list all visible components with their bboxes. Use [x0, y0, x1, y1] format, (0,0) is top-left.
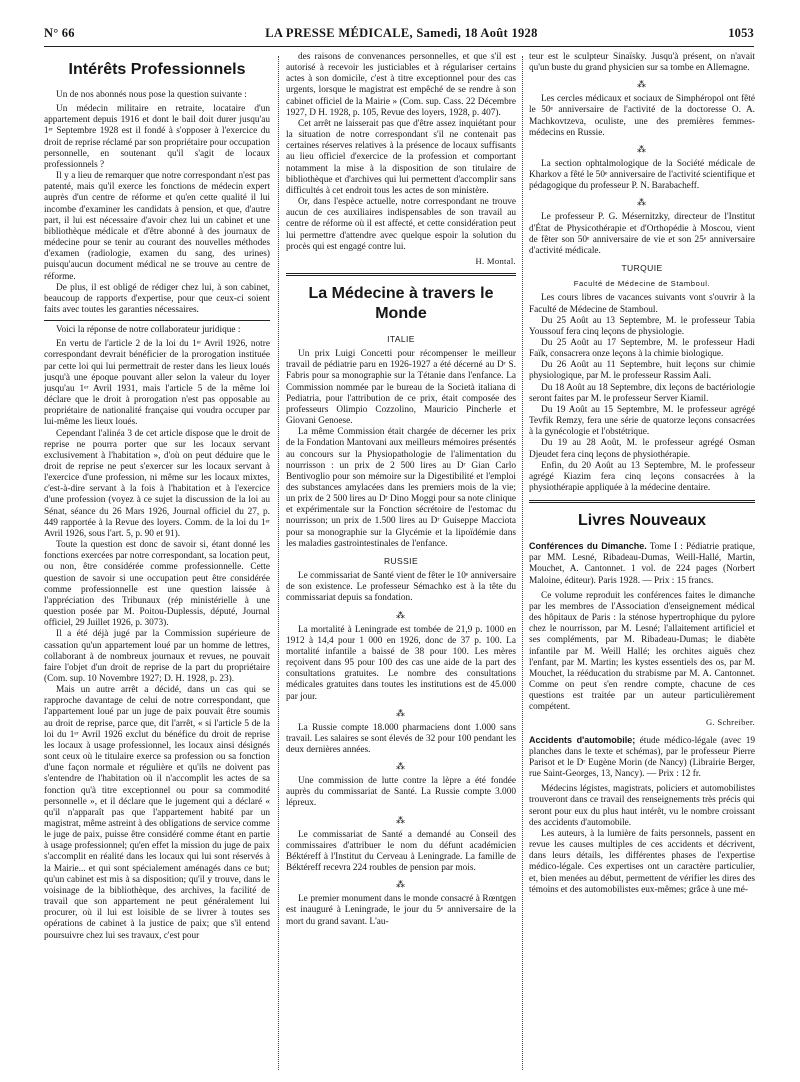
news-item: La mortalité à Leningrade est tombée de 21,9 p. 1000 en 1912 à 14,4 pour 1 000 en 1926, donc de 37 p. 100. La mortalité infantile a baissé de 38 pour 100. Les mères reçoivent dans 95 pour 100 des cas une aide de la part des consultations gratuites. Le nombre des consultations médicales gratuites dans toutes les institutions est de 45.000 par jour. — [286, 624, 516, 702]
news-paragraph: La même Commission était chargée de décerner les prix de la Fondation Mantovani aux meilleurs mémoires présentés au concours sur la Physiopathologie de l'alimentation du nourrisson : un prix de 2 500 lires au Dʳ Gian Carlo Bentivoglio pour son mémoire sur la Digestibilité et l'emploi des substances amylacées dans les premiers mois de la vie; un prix de 2 500 lires au Dʳ Dino Moggi pour sa note clinique et expérimentale sur la Fonction sécrétoire de l'estomac du nourrisson; un prix de 1.500 lires au Dʳ Guiseppe Macciota pour sa monographie sur la Glycémie et la lipoïdémie dans les maladies gastrointestinales de l'enfance. — [286, 427, 516, 549]
article-paragraph: Or, dans l'espèce actuelle, notre correspondant ne trouve aucun de ces auxiliaires indispensables de son travail au centre de réforme où il est affecté, et cette considération peut lui permettre d'attendre avec quelque espoir la solution du procès qui est engagé contre lui. — [286, 197, 516, 252]
column-divider — [278, 56, 279, 1070]
faculty-heading: Faculté de Médecine de Stamboul. — [573, 279, 711, 289]
section-title-medecine-monde: La Médecine à travers le Monde — [308, 284, 494, 322]
course-paragraph: Du 19 au 28 Août, M. le professeur agrégé Osman Djeudet fera cinq leçons de physiothérapie. — [529, 438, 755, 460]
page-header — [44, 26, 754, 46]
question-intro: Un de nos abonnés nous pose la question suivante : — [56, 90, 247, 100]
book-title: Conférences du Dimanche. — [529, 541, 647, 552]
answer-paragraph: Mais un autre arrêt a décidé, dans un cas qui se rapproche davantage de celui de notre correspondant, que l'appartement loué par un juge de paix pouvait être soumis au droit de reprise, parce que, dit l'arrêt, « si l'article 5 de la loi du 1ᵉʳ Avril 1926 exclut du bénéfice du droit de reprise les locaux à usage professionnel, les locaux ainsi désignés sont ceux où le titulaire exerce sa profession ou sa fonction d'une façon normale et régulière et qu'ils ne doivent pas s'entendre de l'habitation où il n'accomplit les actes de sa fonction qu'à titre exceptionnel ou pour sa commodité personnelle », et il déclare que le jugement qui a déclaré « qu'il n'apparaît pas que l'appartement habité par un magistrat, même astreint à des obligations de service comme le juge de paix, puisse être considéré comme étant en partie à usage professionnel; qu'en effet la mission du juge de paix s'accomplit en réalité dans les locaux qui lui sont réservés à la Mairie... et qui sont spécialement aménagés dans ce but; qu'un cabinet est mis à sa disposition; qu'il y trouve, dans le voisinage de la bibliothèque, des archives, la facilité de travail que son appartement ne peut généralement lui procurer, où il lui est loisible de se livrer à toutes ses opérations de cabinet à la justice de paix; que s'il entend poursuivre chez lui ses travaux, c'est pour — [44, 685, 270, 941]
answer-intro: Voici la réponse de notre collaborateur juridique : — [56, 325, 241, 336]
section-rule — [286, 273, 516, 276]
course-paragraph: Du 25 Août au 17 Septembre, M. le professeur Hadi Faïk, consacrera onze leçons à la chimie biologique. — [529, 337, 755, 360]
course-paragraph: Du 18 Août au 18 Septembre, dix leçons de bactériologie seront faites par M. le professeur Server Kiamil. — [529, 382, 755, 404]
course-paragraph: Du 26 Août au 11 Septembre, huit leçons sur chimie physiologique, par M. le professeur Rassim Aali. — [529, 360, 755, 382]
book-review: Ce volume reproduit les conférences faites le dimanche par les membres de l'Association d'enseignement médical des hôpitaux de Paris : la sténose hypertrophique du pylore chez le nourrisson, par M. Lesné; l'allaitement artificiel et ses compléments, par M. Ribadeau-Dumas; le diabète infantile par M. Weill Hallé; les orchites aiguës chez l'enfant, par M. Martin; les kystes essentiels des os, par M. Mouchet, la rééducation du strabisme par M. A. Cantonnet. Comme on peut s'en rendre compte, chacune de ces questions est traitée par un auteur particulièrement compétent. — [529, 590, 755, 713]
divider — [44, 320, 270, 321]
news-item: La section ophtalmologique de la Société médicale de Kharkov a fêté le 50ᵉ anniversaire de l'activité scientifique et pédagogique du professeur P. N. Barabacheff. — [529, 158, 755, 192]
news-paragraph: Un prix Luigi Concetti pour récompenser le meilleur travail de pédiatrie paru en 1926-1927 a été décerné au Dʳ S. Fabris pour sa monographie sur la Tétanie dans l'enfance. La Commission nommée par le bureau de la Società italiana di Pediatria, pour l'attribution de ce prix, était composée des professeurs Olimpio Cozzolino, Mauricio Pincherle et Giovani Genoese. — [286, 349, 516, 427]
column-3 — [529, 52, 755, 1072]
course-paragraph: Enfin, du 20 Août au 13 Septembre, M. le professeur agrégé Kiazim fera cinq leçons consacrées à la physiothérapie appliquée à la médecine dentaire. — [529, 460, 755, 493]
course-paragraph: Du 19 Août au 15 Septembre, M. le professeur agrégé Tevfik Remzy, fera une série de quatorze leçons consacrées à la gynécologie et l'obstétrique. — [529, 404, 755, 438]
column-1 — [44, 52, 270, 1072]
book-review: Médecins légistes, magistrats, policiers et automobilistes trouveront dans ce travail des renseignements très précis qui seront pour eux du plus haut intérêt, vu le nombre croissant des accidents d'automobile. — [529, 784, 755, 828]
asterism-separator: ⁂ — [637, 143, 647, 154]
country-heading-russie: RUSSIE — [383, 555, 419, 566]
book-reference: Tome I : Pédiatrie pratique, par MM. Lesné, Ribadeau-Dumas, Weill-Hallé, Martin, Mouchet, A. Cantonnet. 1 vol. de 224 pages (Norbert Maloine, éditeur). Paris 1928. — Prix : 15 francs. — [529, 542, 755, 586]
course-paragraph: Les cours libres de vacances suivants vont s'ouvrir à la Faculté de Médecine de Stamboul. — [529, 293, 755, 315]
asterism-separator: ⁂ — [396, 814, 406, 825]
news-item: La Russie compte 18.000 pharmaciens dont 1.000 sans travail. Les salaires se sont élevés de 32 pour 100 pendant les deux dernières années. — [286, 722, 516, 755]
book-review: Les auteurs, à la lumière de faits personnels, passent en revue les causes multiples de ces accidents et décrivent, dans leurs détails, les différentes phases de l'expertise médico-légale. Ces expertises ont un caractère particulier, et, bien menées au début, permettent de vérifier les dires des témoins et des automobilistes eux-mêmes; grâce à une mé- — [529, 828, 755, 895]
reviewer-signature: G. Schreiber. — [705, 716, 755, 727]
course-paragraph: Du 25 Août au 13 Septembre, M. le professeur Tabia Youssouf fera cinq leçons de physiologie. — [529, 315, 755, 337]
answer-paragraph: En vertu de l'article 2 de la loi du 1ᵉʳ Avril 1926, notre correspondant devrait bénéficier de la prorogation instituée par cette loi qui lui permettrait de rester dans les lieux loués jusqu'à une époque pouvant aller selon la valeur du loyer jusqu'au 1ᵉʳ Avril 1931, mais l'article 5 de la même loi déclare que le droit à prorogation n'est pas opposable au propriétaire de nationalité française qui voudra occuper par lui-même les lieux loués. — [44, 339, 270, 428]
news-continuation: teur est le sculpteur Sinaïsky. Jusqu'à présent, on n'avait qu'un buste du grand physicien sur sa tombe en Allemagne. — [529, 52, 755, 74]
question-paragraph: Il y a lieu de remarquer que notre correspondant n'est pas patenté, mais qu'il exerce les fonctions de médecin expert auprès d'un centre de réforme et qu'en cette qualité il lui incombe d'examiner les candidats à pension, et que, d'autre part, il lui est nécessaire d'avoir chez lui un cabinet et une bibliothèque médicale et d'être abonné à des journaux de médecine pour se tenir au courant des nouvelles méthodes d'examen (radiologie, examen du sang, des urines) puisqu'aucun document médical ne se trouve au centre de réforme. — [44, 171, 270, 282]
asterism-separator: ⁂ — [396, 761, 406, 772]
news-item: Le commissariat de Santé vient de fêter le 10ᵉ anniversaire de son existence. Le professeur Sémachko est à la tête du commissariat depuis sa fondation. — [286, 571, 516, 604]
section-title-livres: Livres Nouveaux — [577, 512, 707, 530]
issue-number: N° 66 — [44, 26, 75, 40]
column-2 — [286, 52, 516, 1072]
book-title: Accidents d'automobile; — [529, 734, 636, 745]
book-reference: étude médico-légale (avec 19 planches dans le texte et schémas), par le professeur Pierre Parisot et le Dʳ Eugène Morin (de Nancy) (Librairie Berger, rue Saint-Georges, 13, Nancy). — Prix : 12 fr. — [529, 735, 755, 780]
asterism-separator: ⁂ — [637, 197, 647, 208]
book-entry — [529, 541, 755, 587]
country-heading-italie: ITALIE — [387, 333, 415, 344]
section-title-interets: Intérêts Professionnels — [68, 61, 246, 78]
news-item: Le commissariat de Santé a demandé au Conseil des commissaires d'attribuer le nom du défunt académicien Béktéreff à l'Institut du Cerveau à Leningrade. La famille de Béktéreff recevra 224 roubles de pension par mois. — [286, 829, 516, 874]
question-paragraph: Un médecin militaire en retraite, locataire d'un appartement depuis 1916 et dont le bail doit durer jusqu'au 1ᵉʳ Septembre 1928 est il fondé à s'opposer à l'exercice du droit de reprise réclamé par son propriétaire pour occupation personnelle, en soutenant qu'il s'agit de locaux professionnels ? — [44, 104, 270, 170]
news-item: Le premier monument dans le monde consacré à Rœntgen est inauguré à Leningrade, le jour du 5ᵉ anniversaire de la mort du grand savant. L'au- — [286, 894, 516, 927]
article-paragraph: Cet arrêt ne laisserait pas que d'être assez inquiétant pour la situation de notre correspondant s'il ne contenait pas certaines réserves relatives à la présence de locaux suffisants au lieu officiel d'exercice de la profession et comportant notamment la mise à la disposition de son titulaire de bibliothèque et d'archives qui lui permettent d'accomplir sans difficultés à cet endroit tous les actes de son ministère. — [286, 118, 516, 196]
answer-paragraph: Toute la question est donc de savoir si, étant donné les fonctions exercées par notre correspondant, sa location peut, ou non, être considérée comme professionnelle. Cette question de savoir si une occupation peut être considérée comme professionnelle est une question laissée à l'appréciation des Tribunaux (rép ministérielle à une question posée par M. Poitou-Duplessis, député, Journal officiel, 29 Juillet 1926, p. 3073). — [44, 540, 270, 629]
asterism-separator: ⁂ — [637, 79, 647, 90]
country-heading-turquie: TURQUIE — [621, 263, 663, 274]
column-divider — [522, 56, 523, 1070]
asterism-separator: ⁂ — [396, 879, 406, 890]
asterism-separator: ⁂ — [396, 609, 406, 620]
section-rule — [529, 500, 755, 503]
answer-paragraph: Cependant l'alinéa 3 de cet article dispose que le droit de reprise ne pourra porter que sur les locaux servant exclusivement à l'habitation », d'où on peut déduire que le droit de reprise ne peut s'exercer sur les locaux servant à l'exercice d'une profession, ni même sur les locaux mixtes, c'est-à-dire servant à la fois à l'habitation et à l'exercice d'une profession (voyez à ce sujet la discussion de la loi au Sénat, séance du 26 Mars 1926, Journal officiel du 27, p. 449 rapportée à la Revue des loyers. Comm. de la loi du 1ᵉʳ Avril 1926, sous l'art. 5, p. 90 et 91). — [44, 428, 270, 539]
answer-paragraph: Il a été déjà jugé par la Commission supérieure de cassation qu'un appartement loué par un homme de lettres, collaborant à de nombreux journaux et revues, ne pouvait faire l'objet d'un droit de reprise de la part du propriétaire (Com. sup. 10 Novembre 1927; D. H. 1928, p. 23). — [44, 629, 270, 684]
header-rule — [44, 46, 754, 47]
news-item: Une commission de lutte contre la lèpre a été fondée auprès du commissariat de Santé. La Russie compte 3.000 lépreux. — [286, 776, 516, 809]
question-paragraph: De plus, il est obligé de rédiger chez lui, à son cabinet, beaucoup de rapports d'expertise, pour que ceux-ci soient faits avec toutes les garanties nécessaires. — [44, 282, 270, 315]
journal-title: LA PRESSE MÉDICALE, Samedi, 18 Août 1928 — [265, 26, 538, 40]
page-number: 1053 — [728, 26, 754, 40]
news-item: Les cercles médicaux et sociaux de Simphéropol ont fêté le 50ᵉ anniversaire de l'activité de la doctoresse O. A. Machkovtzeva, oculiste, une des premières femmes-médecins en Russie. — [529, 94, 755, 138]
news-item: Le professeur P. G. Mésernitzky, directeur de l'Institut d'État de Physicothérapie et d'Orthopédie à Moscou, vient de fêter son 50ᵉ anniversaire de vie et son 25ᵉ anniversaire d'activité médicale. — [529, 212, 755, 256]
asterism-separator: ⁂ — [396, 707, 406, 718]
author-signature: H. Montal. — [475, 255, 516, 266]
book-entry — [529, 735, 755, 781]
article-paragraph: des raisons de convenances personnelles, et que s'il est autorisé à recevoir les justiciables et à régulariser certains actes à son domicile, c'est à titre exceptionnel pour des cas urgents, lorsque le magistrat est empêché de se rendre à son cabinet officiel de la Mairie » (Com. sup. Cass. 22 Décembre 1927, D H. 1928, p. 105, Revue des loyers, 1928, p. 407). — [286, 52, 516, 118]
